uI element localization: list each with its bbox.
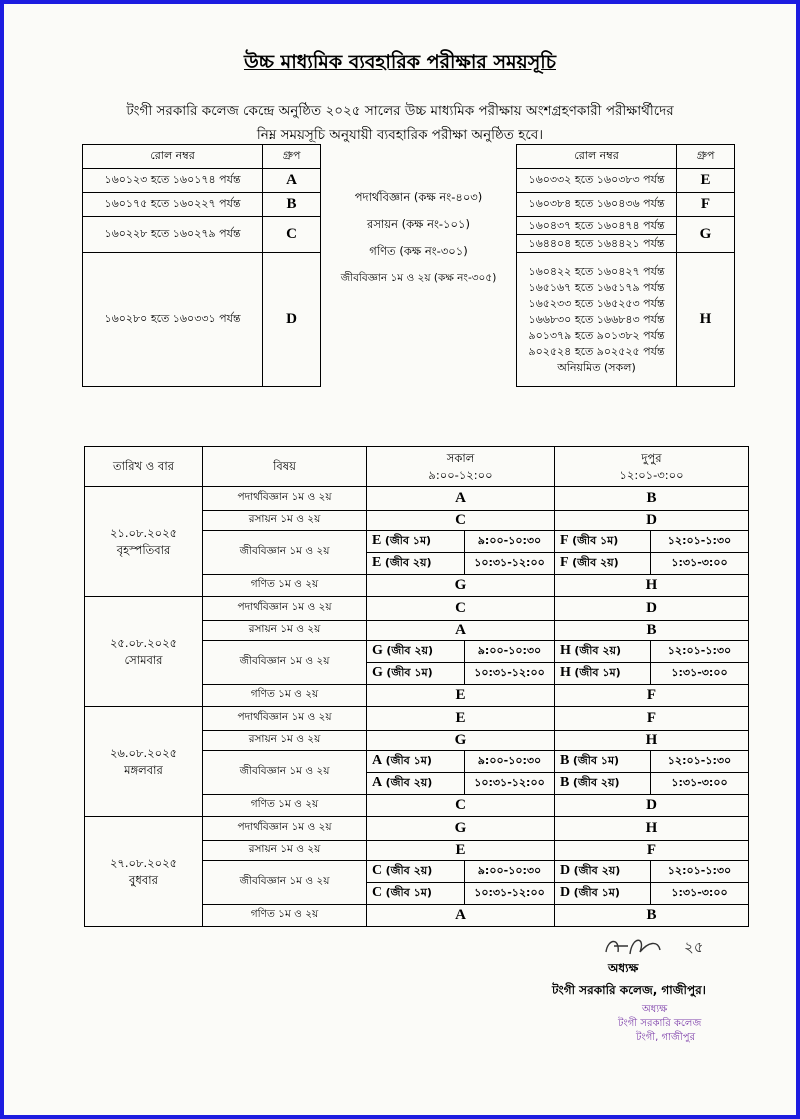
room-item: জীববিজ্ঞান ১ম ও ২য় (কক্ষ নং-৩০৫) bbox=[340, 271, 497, 284]
college-name: টংগী সরকারি কলেজ, গাজীপুর। bbox=[552, 983, 706, 997]
noon-group: H bbox=[555, 817, 749, 841]
noon-group: B bbox=[555, 905, 749, 927]
morning-group: A bbox=[367, 487, 555, 511]
subject-header: বিষয় bbox=[203, 447, 367, 487]
roll-range: ১৬৪৪০৪ হতে ১৬৪৪২১ পর্যন্ত bbox=[517, 235, 677, 253]
room-item: পদার্থবিজ্ঞান (কক্ষ নং-৪০৩) bbox=[354, 189, 483, 204]
morning-bio-time: ৯:০০-১০:৩০ bbox=[465, 531, 555, 553]
bio-paper: (জীব ২য়) bbox=[385, 776, 433, 789]
roll-range: ১৬০১২৩ হতে ১৬০১৭৪ পর্যন্ত bbox=[83, 169, 263, 193]
morning-bio-time: ৯:০০-১০:৩০ bbox=[465, 751, 555, 773]
subject-biology: জীববিজ্ঞান ১ম ও ২য় bbox=[203, 531, 367, 575]
morning-group: E bbox=[367, 841, 555, 861]
morning-label: সকাল bbox=[446, 450, 475, 465]
subject-chemistry: রসায়ন ১ম ও ২য় bbox=[203, 841, 367, 861]
date-cell bbox=[85, 707, 203, 817]
bio-group-letter: D bbox=[560, 863, 571, 878]
group-header: গ্রুপ bbox=[677, 145, 735, 169]
morning-bio-group bbox=[367, 663, 465, 685]
group-label: B bbox=[263, 193, 321, 217]
subject-physics: পদার্থবিজ্ঞান ১ম ও ২য় bbox=[203, 487, 367, 511]
noon-bio-group bbox=[555, 883, 651, 905]
group-label: A bbox=[263, 169, 321, 193]
roll-range: ১৬৬৮৩০ হতে ১৬৬৮৪৩ পর্যন্ত bbox=[528, 312, 665, 326]
group-label: E bbox=[677, 169, 735, 193]
noon-bio-time: ১২:০১-১:৩০ bbox=[651, 531, 749, 553]
subject-math: গণিত ১ম ও ২য় bbox=[203, 685, 367, 707]
morning-group: C bbox=[367, 795, 555, 817]
morning-group: E bbox=[367, 685, 555, 707]
noon-group: H bbox=[555, 575, 749, 597]
bio-paper: (জীব ১ম) bbox=[574, 666, 621, 679]
bio-paper: (জীব ১ম) bbox=[384, 534, 432, 547]
date-cell bbox=[85, 817, 203, 927]
exam-date: ২৭.০৮.২০২৫ bbox=[109, 855, 178, 870]
date-cell bbox=[85, 487, 203, 597]
exam-date: ২১.০৮.২০২৫ bbox=[109, 525, 178, 540]
roll-range: অনিয়মিত (সকল) bbox=[557, 360, 636, 374]
roll-range-list bbox=[517, 253, 677, 387]
subject-physics: পদার্থবিজ্ঞান ১ম ও ২য় bbox=[203, 597, 367, 621]
morning-group: A bbox=[367, 621, 555, 641]
bio-group-letter: H bbox=[560, 665, 571, 680]
morning-time: ৯:০০-১২:০০ bbox=[428, 467, 493, 482]
bio-group-letter: A bbox=[372, 753, 383, 768]
intro-line-2: নিম্ন সময়সূচি অনুযায়ী ব্যবহারিক পরীক্ষা অনুষ্ঠিত হবে। bbox=[256, 127, 544, 143]
subject-chemistry: রসায়ন ১ম ও ২য় bbox=[203, 731, 367, 751]
subject-physics: পদার্থবিজ্ঞান ১ম ও ২য় bbox=[203, 707, 367, 731]
noon-bio-group bbox=[555, 641, 651, 663]
roll-range: ১৬৫১৬৭ হতে ১৬৫১৭৯ পর্যন্ত bbox=[528, 280, 665, 294]
signatory-title: অধ্যক্ষ bbox=[608, 961, 639, 975]
morning-bio-time: ১০:৩১-১২:০০ bbox=[465, 883, 555, 905]
roll-range: ১৬০১৭৫ হতে ১৬০২২৭ পর্যন্ত bbox=[83, 193, 263, 217]
roll-header: রোল নম্বর bbox=[517, 145, 677, 169]
morning-group: E bbox=[367, 707, 555, 731]
signature-scribble bbox=[600, 930, 740, 962]
bio-paper: (জীব ২য়) bbox=[384, 556, 432, 569]
morning-bio-time: ৯:০০-১০:৩০ bbox=[465, 861, 555, 883]
date-cell bbox=[85, 597, 203, 707]
subject-biology: জীববিজ্ঞান ১ম ও ২য় bbox=[203, 751, 367, 795]
noon-bio-group bbox=[555, 751, 651, 773]
schedule-body bbox=[85, 487, 749, 927]
noon-bio-group bbox=[555, 861, 651, 883]
seal-line: টংগী সরকারি কলেজ bbox=[618, 1018, 702, 1029]
noon-bio-group bbox=[555, 553, 651, 575]
intro-line-1: টংগী সরকারি কলেজ কেন্দ্রে অনুষ্ঠিত ২০২৫ সালের উচ্চ মাধ্যমিক পরীক্ষায় অংশগ্রহণকারী পরীক্ষার্থীদের bbox=[126, 103, 674, 119]
bio-group-letter: G bbox=[372, 665, 383, 680]
bio-paper: (জীব ১ম) bbox=[385, 754, 432, 767]
bio-paper: (জীব ১ম) bbox=[573, 886, 620, 899]
exam-date: ২৬.০৮.২০২৫ bbox=[109, 745, 178, 760]
bio-paper: (জীব ২য়) bbox=[572, 556, 619, 569]
bio-paper: (জীব ১ম) bbox=[386, 666, 433, 679]
noon-group: B bbox=[555, 621, 749, 641]
noon-group: H bbox=[555, 731, 749, 751]
signature-date-mark: ২৫ bbox=[684, 938, 704, 956]
seal-line: অধ্যক্ষ bbox=[642, 1004, 668, 1015]
noon-group: B bbox=[555, 487, 749, 511]
noon-bio-time: ১২:০১-১:৩০ bbox=[651, 861, 749, 883]
morning-group: G bbox=[367, 575, 555, 597]
noon-bio-group bbox=[555, 531, 651, 553]
groups-table bbox=[82, 144, 735, 387]
roll-range: ৯০২৫২৪ হতে ৯০২৫২৫ পর্যন্ত bbox=[528, 344, 665, 358]
roll-header: রোল নম্বর bbox=[83, 145, 263, 169]
morning-group: G bbox=[367, 817, 555, 841]
exam-weekday: বৃহস্পতিবার bbox=[116, 542, 171, 557]
morning-bio-group bbox=[367, 531, 465, 553]
morning-bio-time: ১০:৩১-১২:০০ bbox=[465, 553, 555, 575]
page-title: উচ্চ মাধ্যমিক ব্যবহারিক পরীক্ষার সময়সূচি bbox=[243, 51, 556, 73]
morning-group: G bbox=[367, 731, 555, 751]
roll-range: ১৬০২২৮ হতে ১৬০২৭৯ পর্যন্ত bbox=[83, 217, 263, 253]
exam-weekday: মঙ্গলবার bbox=[124, 762, 163, 777]
bio-paper: (জীব ২য়) bbox=[386, 644, 434, 657]
noon-group: F bbox=[555, 841, 749, 861]
document-page bbox=[4, 4, 796, 1115]
exam-date: ২৫.০৮.২০২৫ bbox=[109, 635, 178, 650]
exam-weekday: সোমবার bbox=[124, 652, 163, 667]
bio-group-letter: G bbox=[372, 643, 383, 658]
bio-group-letter: B bbox=[560, 753, 570, 768]
bio-paper: (জীব ২য়) bbox=[573, 864, 621, 877]
subject-math: গণিত ১ম ও ২য় bbox=[203, 575, 367, 597]
morning-bio-group bbox=[367, 641, 465, 663]
roll-range: ১৬৫২৩৩ হতে ১৬৫২৫৩ পর্যন্ত bbox=[528, 296, 665, 310]
morning-group: A bbox=[367, 905, 555, 927]
subject-math: গণিত ১ম ও ২য় bbox=[203, 905, 367, 927]
noon-group: F bbox=[555, 685, 749, 707]
noon-bio-time: ১২:০১-১:৩০ bbox=[651, 641, 749, 663]
roll-range: ১৬০৩৩২ হতে ১৬০৩৮৩ পর্যন্ত bbox=[517, 169, 677, 193]
subject-physics: পদার্থবিজ্ঞান ১ম ও ২য় bbox=[203, 817, 367, 841]
noon-bio-time: ১:৩১-৩:০০ bbox=[651, 553, 749, 575]
morning-bio-group bbox=[367, 553, 465, 575]
bio-group-letter: D bbox=[560, 885, 571, 900]
group-header: গ্রুপ bbox=[263, 145, 321, 169]
subject-chemistry: রসায়ন ১ম ও ২য় bbox=[203, 511, 367, 531]
morning-bio-time: ৯:০০-১০:৩০ bbox=[465, 641, 555, 663]
roll-range: ১৬০৩৮৪ হতে ১৬০৪৩৬ পর্যন্ত bbox=[517, 193, 677, 217]
group-label: D bbox=[263, 253, 321, 387]
bio-group-letter: B bbox=[560, 775, 570, 790]
noon-bio-time: ১:৩১-৩:০০ bbox=[651, 773, 749, 795]
bio-paper: (জীব ২য়) bbox=[572, 776, 620, 789]
room-item: রসায়ন (কক্ষ নং-১০১) bbox=[367, 216, 470, 231]
roll-range: ১৬০৪২২ হতে ১৬০৪২৭ পর্যন্ত bbox=[528, 264, 665, 278]
morning-bio-time: ১০:৩১-১২:০০ bbox=[465, 773, 555, 795]
bio-group-letter: F bbox=[560, 533, 569, 548]
noon-time: ১২:০১-৩:০০ bbox=[619, 467, 684, 482]
roll-range: ১৬০৪৩৭ হতে ১৬০৪৭৪ পর্যন্ত bbox=[517, 217, 677, 235]
noon-group: D bbox=[555, 511, 749, 531]
bio-group-letter: H bbox=[560, 643, 571, 658]
bio-paper: (জীব ২য়) bbox=[574, 644, 622, 657]
group-label: G bbox=[677, 217, 735, 253]
noon-bio-group bbox=[555, 773, 651, 795]
principal-seal bbox=[610, 1000, 720, 1050]
noon-group: D bbox=[555, 597, 749, 621]
morning-bio-group bbox=[367, 773, 465, 795]
subject-chemistry: রসায়ন ১ম ও ২য় bbox=[203, 621, 367, 641]
noon-label: দুপুর bbox=[641, 450, 662, 465]
bio-group-letter: C bbox=[372, 863, 383, 878]
group-label: H bbox=[677, 253, 735, 387]
noon-bio-time: ১:৩১-৩:০০ bbox=[651, 663, 749, 685]
schedule-table bbox=[84, 446, 749, 927]
morning-bio-time: ১০:৩১-১২:০০ bbox=[465, 663, 555, 685]
noon-bio-time: ১:৩১-৩:০০ bbox=[651, 883, 749, 905]
noon-group: F bbox=[555, 707, 749, 731]
noon-header bbox=[555, 447, 749, 487]
morning-group: C bbox=[367, 511, 555, 531]
roll-range: ১৬০২৮০ হতে ১৬০৩৩১ পর্যন্ত bbox=[83, 253, 263, 387]
morning-bio-group bbox=[367, 883, 465, 905]
bio-group-letter: F bbox=[560, 555, 569, 570]
bio-group-letter: A bbox=[372, 775, 383, 790]
morning-bio-group bbox=[367, 751, 465, 773]
noon-bio-time: ১২:০১-১:৩০ bbox=[651, 751, 749, 773]
subject-biology: জীববিজ্ঞান ১ম ও ২য় bbox=[203, 641, 367, 685]
date-header: তারিখ ও বার bbox=[85, 447, 203, 487]
bio-group-letter: C bbox=[372, 885, 383, 900]
room-list bbox=[321, 145, 517, 388]
room-item: গণিত (কক্ষ নং-৩০১) bbox=[369, 243, 468, 258]
subject-math: গণিত ১ম ও ২য় bbox=[203, 795, 367, 817]
bio-group-letter: E bbox=[372, 533, 382, 548]
bio-paper: (জীব ১ম) bbox=[385, 886, 432, 899]
bio-paper: (জীব ১ম) bbox=[572, 534, 619, 547]
group-label: C bbox=[263, 217, 321, 253]
bio-paper: (জীব ১ম) bbox=[572, 754, 620, 767]
seal-line: টংগী, গাজীপুর bbox=[636, 1032, 696, 1043]
noon-group: D bbox=[555, 795, 749, 817]
morning-bio-group bbox=[367, 861, 465, 883]
bio-group-letter: E bbox=[372, 555, 382, 570]
morning-group: C bbox=[367, 597, 555, 621]
bio-paper: (জীব ২য়) bbox=[385, 864, 433, 877]
morning-header bbox=[367, 447, 555, 487]
roll-range: ৯০১৩৭৯ হতে ৯০১৩৮২ পর্যন্ত bbox=[528, 328, 665, 342]
subject-biology: জীববিজ্ঞান ১ম ও ২য় bbox=[203, 861, 367, 905]
noon-bio-group bbox=[555, 663, 651, 685]
group-label: F bbox=[677, 193, 735, 217]
exam-weekday: বুধবার bbox=[129, 872, 158, 887]
